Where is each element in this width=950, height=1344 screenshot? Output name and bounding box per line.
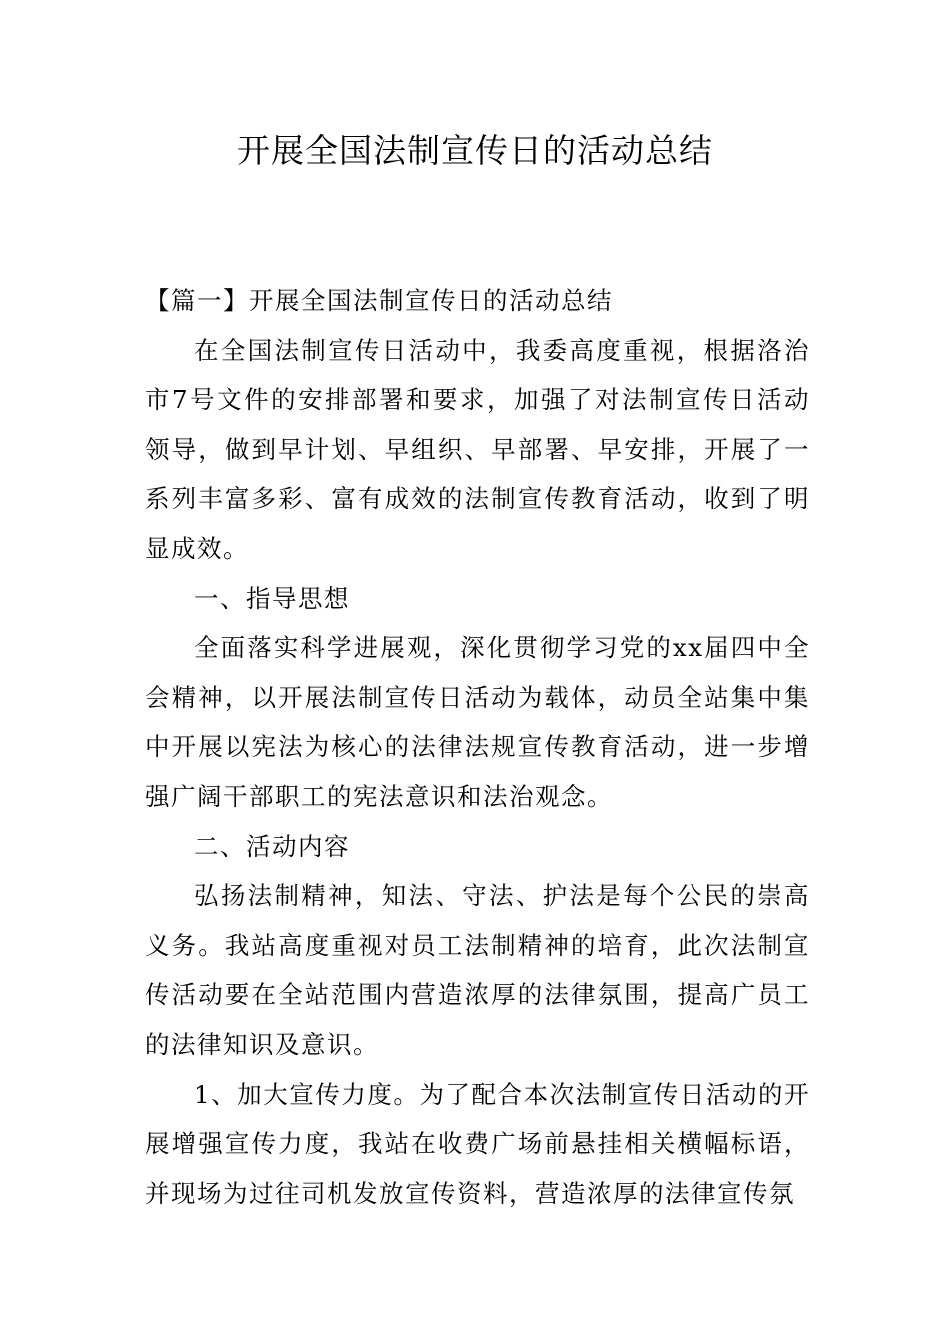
section-heading-guiding-thought: 一、指导思想	[194, 583, 350, 613]
section-heading-activity-content: 二、活动内容	[194, 831, 350, 861]
document-body	[145, 276, 810, 1218]
intro-paragraph: 在全国法制宣传日活动中，我委高度重视，根据洛治市7号文件的安排部署和要求，加强了对法制宣传日活动领导，做到早计划、早组织、早部署、早安排，开展了一系列丰富多彩、富有成效的法制宣传教育活动，收到了明显成效。	[145, 335, 810, 563]
activity-content-paragraph: 弘扬法制精神，知法、守法、护法是每个公民的崇高义务。我站高度重视对员工法制精神的培育，此次法制宣传活动要在全站范围内营造浓厚的法律氛围，提高广员工的法律知识及意识。	[145, 881, 810, 1059]
document-title: 开展全国法制宣传日的活动总结	[237, 131, 713, 170]
series-heading: 【篇一】开展全国法制宣传日的活动总结	[145, 286, 613, 315]
publicity-paragraph: 1、加大宣传力度。为了配合本次法制宣传日活动的开展增强宣传力度，我站在收费广场前悬挂相关横幅标语，并现场为过往司机发放宣传资料，营造浓厚的法律宣传氛	[145, 1079, 810, 1208]
guiding-thought-paragraph: 全面落实科学进展观，深化贯彻学习党的xx届四中全会精神，以开展法制宣传日活动为载体，动员全站集中集中开展以宪法为核心的法律法规宣传教育活动，进一步增强广阔干部职工的宪法意识和法治观念。	[145, 633, 810, 811]
